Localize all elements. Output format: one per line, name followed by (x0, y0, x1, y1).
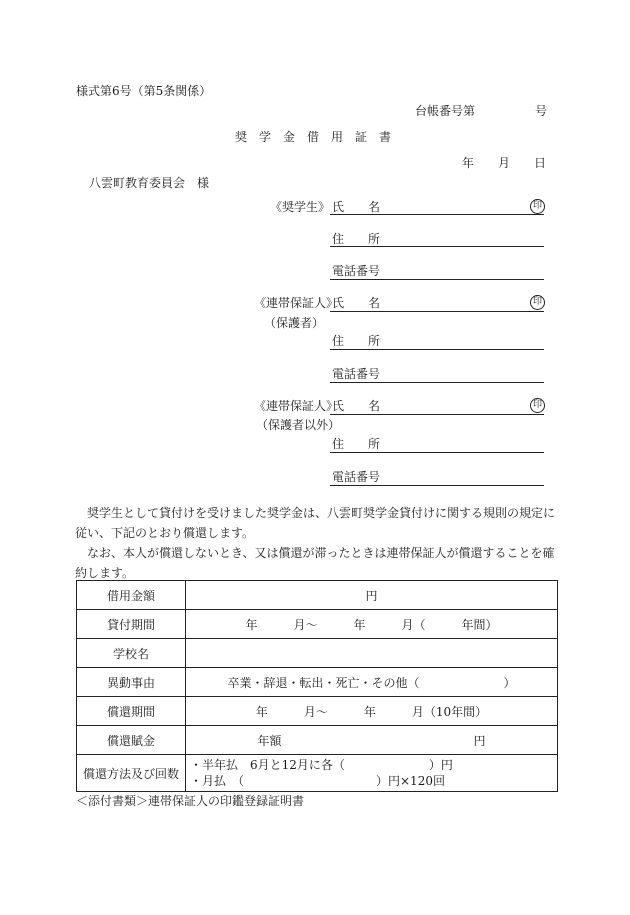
table-row (77, 726, 558, 755)
change-reason-value[interactable]: 卒業・辞退・転出・死亡・その他（ ） (186, 668, 558, 697)
guarantor1-sub-label: （保護者） (264, 316, 325, 330)
guarantor2-address-line[interactable] (330, 452, 544, 453)
loan-amount-label: 借用金額 (77, 581, 186, 610)
addressee: 八雲町教育委員会 様 (89, 176, 210, 190)
body-paragraph-2 (75, 543, 560, 583)
body-paragraph-2-line-1: なお、本人が償還しないとき、又は償還が滞ったときは連帯保証人が償還することを確 (87, 546, 555, 560)
body-paragraph-2-line-2: 約します。 (75, 566, 135, 580)
guarantor2-sub-label: （保護者以外） (256, 418, 341, 432)
change-reason-label: 異動事由 (77, 668, 186, 697)
repayment-method-semiannual: ・半年払 6月と12月に各（ ）円 (190, 758, 453, 772)
guarantor2-name-label: 氏 名 (332, 399, 381, 413)
body-paragraph-1-line-1: 奨学生として貸付けを受けました奨学金は、八雲町奨学金貸付けに関する規則の規定に (87, 506, 556, 520)
student-phone-line[interactable] (330, 279, 544, 280)
repayment-method-monthly: ・月払 （ ）円×120回 (190, 774, 445, 788)
table-row (77, 639, 558, 668)
guarantor2-phone-line[interactable] (330, 485, 544, 486)
repayment-period-value[interactable]: 年 月～ 年 月（10年間） (186, 697, 558, 726)
loan-period-value[interactable]: 年 月～ 年 月（ 年間） (186, 610, 558, 639)
guarantor2-role-label: 《連帯保証人》 (254, 399, 339, 413)
guarantor1-address-line[interactable] (330, 349, 544, 350)
guarantor1-address-label: 住 所 (332, 334, 381, 348)
guarantor1-phone-line[interactable] (330, 382, 544, 383)
table-row (77, 610, 558, 639)
guarantor2-seal-mark: 印 (530, 398, 545, 413)
guarantor1-seal-mark: 印 (530, 295, 545, 310)
repayment-installment-label: 償還賦金 (77, 726, 186, 755)
table-row (77, 581, 558, 610)
table-row (77, 697, 558, 726)
loan-details-table (76, 580, 558, 792)
student-address-line[interactable] (330, 246, 544, 247)
repayment-method-label: 償還方法及び回数 (77, 755, 186, 792)
table-row (77, 755, 558, 792)
attachments-note: ＜添付書類＞連帯保証人の印鑑登録証明書 (76, 794, 305, 808)
guarantor1-name-label: 氏 名 (332, 296, 381, 310)
student-role-label: 《奨学生》 (270, 200, 331, 214)
guarantor2-name-line[interactable] (330, 414, 544, 415)
body-paragraph-1-line-2: 従い、下記のとおり償還します。 (75, 526, 255, 540)
guarantor1-name-line[interactable] (330, 311, 544, 312)
repayment-period-label: 償還期間 (77, 697, 186, 726)
loan-amount-value[interactable]: 円 (186, 581, 558, 610)
form-number: 様式第6号（第5条関係） (76, 84, 212, 98)
student-address-label: 住 所 (332, 232, 381, 246)
guarantor1-phone-label: 電話番号 (332, 367, 381, 381)
student-name-label: 氏 名 (332, 200, 381, 214)
guarantor2-address-label: 住 所 (332, 437, 381, 451)
repayment-installment-value[interactable]: 年額 円 (186, 726, 558, 755)
school-name-label: 学校名 (77, 639, 186, 668)
repayment-method-value[interactable] (186, 755, 558, 792)
guarantor2-phone-label: 電話番号 (332, 470, 381, 484)
ledger-number: 台帳番号第 号 (415, 104, 548, 118)
table-row (77, 668, 558, 697)
school-name-value[interactable] (186, 639, 558, 668)
student-phone-label: 電話番号 (332, 264, 381, 278)
body-paragraph-1 (75, 503, 560, 543)
document-title: 奨 学 金 借 用 証 書 (235, 130, 392, 144)
loan-period-label: 貸付期間 (77, 610, 186, 639)
student-name-line[interactable] (330, 214, 544, 215)
student-seal-mark: 印 (530, 199, 545, 214)
document-date: 年 月 日 (462, 156, 547, 170)
guarantor1-role-label: 《連帯保証人》 (254, 296, 339, 310)
